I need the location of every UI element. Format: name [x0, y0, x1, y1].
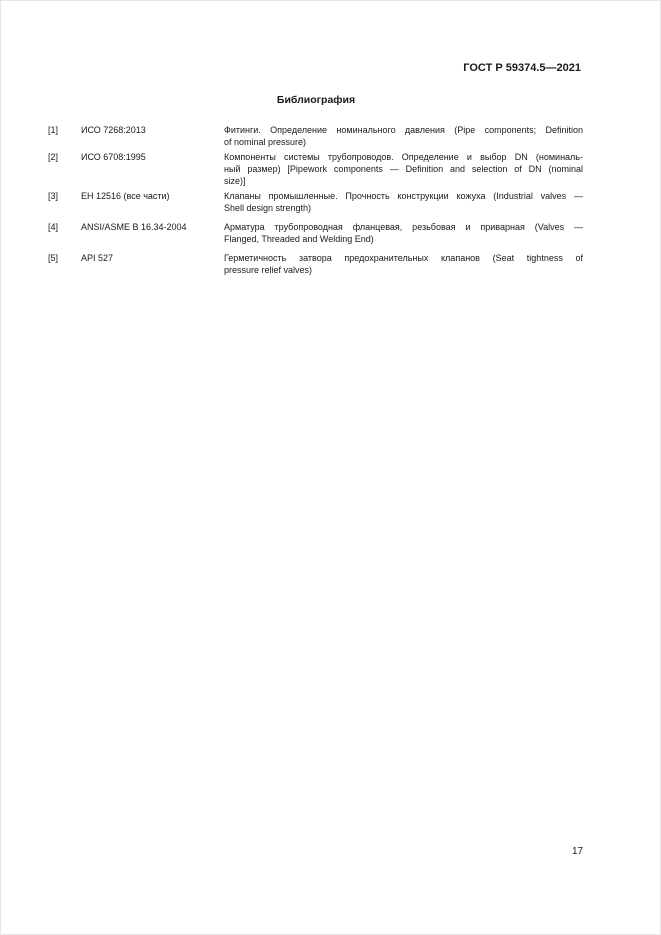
entry-number: [1] [48, 125, 59, 135]
description-line: Клапаны промышленные. Прочность конструкции кожуха (Industrial valves — [224, 191, 583, 201]
entry-description [224, 190, 583, 214]
entry-number: [5] [48, 253, 59, 263]
description-line: size)] [224, 176, 246, 186]
entry-description [224, 221, 583, 245]
entry-number: [3] [48, 191, 59, 201]
section-title: Библиография [276, 94, 356, 106]
document-code: ГОСТ Р 59374.5—2021 [463, 62, 581, 74]
description-line: of nominal pressure) [224, 137, 307, 147]
description-line: pressure relief valves) [224, 265, 313, 275]
description-line: Flanged, Threaded and Welding End) [224, 234, 374, 244]
description-line: ный размер) [Pipework components — Definition and selection of DN (nominal [224, 164, 583, 174]
description-line: Герметичность затвора предохранительных клапанов (Seat tightness of [224, 253, 583, 263]
entry-description [224, 151, 583, 187]
entry-reference: ANSI/ASME B 16.34-2004 [81, 222, 187, 232]
description-line: Арматура трубопроводная фланцевая, резьбовая и приварная (Valves — [224, 222, 583, 232]
entry-reference: ЕН 12516 (все части) [81, 191, 170, 201]
entry-description [224, 252, 583, 276]
description-line: Фитинги. Определение номинального давления (Pipe components; Definition [224, 125, 583, 135]
entry-reference: ИСО 6708:1995 [81, 152, 146, 162]
entry-reference: ИСО 7268:2013 [81, 125, 146, 135]
entry-number: [2] [48, 152, 59, 162]
description-line: Компоненты системы трубопроводов. Определение и выбор DN (номиналь- [224, 152, 583, 162]
entry-number: [4] [48, 222, 59, 232]
entry-description [224, 124, 583, 148]
description-line: Shell design strength) [224, 203, 312, 213]
page-number: 17 [572, 846, 584, 857]
entry-reference: API 527 [81, 253, 114, 263]
